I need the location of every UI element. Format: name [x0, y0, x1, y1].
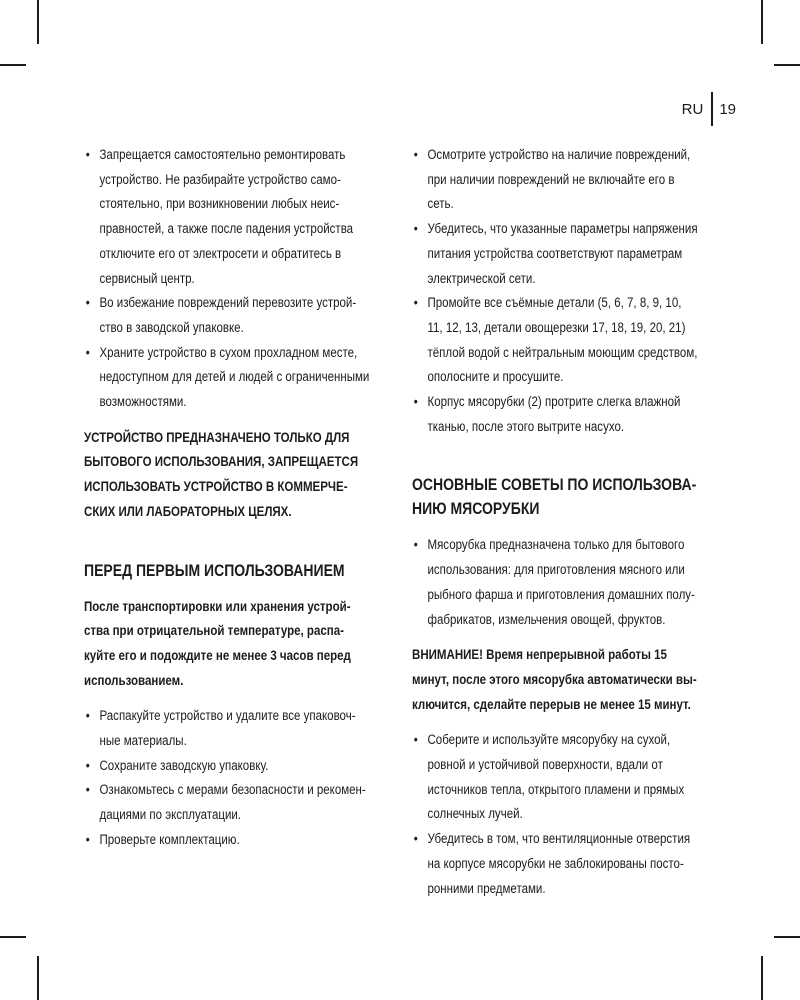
list-item: • Проверьте комплектацию.: [85, 831, 240, 847]
list-item: • Ознакомьтесь с мерами безопасности и рекомен- дациями по эксплуатации.: [85, 782, 366, 823]
crop-mark: [37, 0, 39, 44]
page-number: 19: [719, 100, 736, 118]
usage-purpose-list: [412, 533, 714, 632]
household-use-warning: УСТРОЙСТВО ПРЕДНАЗНАЧЕНО ТОЛЬКО ДЛЯ БЫТОВОГО ИСПОЛЬЗОВАНИЯ, ЗАПРЕЩАЕТСЯ ИСПОЛЬЗОВАТЬ УСТРОЙСТВО В КОММЕРЧЕ- СКИХ ИЛИ ЛАБОРАТОРНЫХ ЦЕЛЯХ.: [84, 429, 359, 519]
crop-mark: [0, 64, 26, 66]
safety-list: [84, 143, 386, 415]
list-item: • Убедитесь в том, что вентиляционные отверстия на корпусе мясорубки не заблокированы посто- ронними предметами.: [413, 831, 691, 896]
attention-notice: ВНИМАНИЕ! Время непрерывной работы 15 минут, после этого мясорубка автоматически вы- ключится, сделайте перерыв не менее 15 минут.: [412, 647, 697, 712]
list-item: • Корпус мясорубки (2) протрите слегка влажной тканью, после этого вытрите насухо.: [413, 394, 681, 434]
first-use-list: [84, 704, 386, 852]
list-item: • Соберите и используйте мясорубку на сухой, ровной и устойчивой поверхности, вдали от источников тепла, открытого пламени и прямых солнечных лучей.: [413, 732, 685, 822]
crop-mark: [761, 956, 763, 1000]
usage-tips-list: [412, 728, 714, 901]
list-item: • Убедитесь, что указанные параметры напряжения питания устройства соответствуют параметрам электрической сети.: [413, 221, 698, 286]
language-code: RU: [681, 100, 704, 118]
crop-mark: [774, 64, 800, 66]
list-item: • Мясорубка предназначена только для бытового использования: для приготовления мясного или рыбного фарша и приготовления домашних полу- фабрикатов, измельчения овощей, фруктов.: [413, 537, 695, 627]
crop-mark: [761, 0, 763, 44]
list-item: • Запрещается самостоятельно ремонтировать устройство. Не разбирайте устройство само- стоятельно, при возникновении любых неис- правностей, а также после падения устройства отключите его от электросети и обратитесь в сервисный центр.: [85, 147, 354, 286]
list-item: • Храните устройство в сухом прохладном месте, недоступном для детей и людей с ограниченными возможностями.: [85, 344, 370, 410]
list-item: • Сохраните заводскую упаковку.: [85, 757, 269, 773]
right-column: [412, 143, 714, 901]
page-header: [682, 92, 736, 126]
left-column: [84, 143, 386, 853]
crop-mark: [37, 956, 39, 1000]
list-item: • Распакуйте устройство и удалите все упаковоч- ные материалы.: [85, 708, 356, 749]
list-item: • Осмотрите устройство на наличие повреждений, при наличии повреждений не включайте его в сеть.: [413, 147, 691, 212]
crop-mark: [0, 936, 26, 938]
list-item: • Во избежание повреждений перевозите устрой- ство в заводской упаковке.: [85, 295, 357, 335]
section-heading-usage-tips: ОСНОВНЫЕ СОВЕТЫ ПО ИСПОЛЬЗОВА- НИЮ МЯСОРУБКИ: [412, 476, 697, 519]
temperature-notice: После транспортировки или хранения устрой- ства при отрицательной температуре, распа- куйте его и подождите не менее 3 часов перед использованием.: [84, 598, 351, 688]
preparation-list: [412, 143, 714, 439]
section-heading-first-use: ПЕРЕД ПЕРВЫМ ИСПОЛЬЗОВАНИЕМ: [84, 561, 345, 580]
crop-mark: [774, 936, 800, 938]
list-item: • Промойте все съёмные детали (5, 6, 7, 8, 9, 10, 11, 12, 13, детали овощерезки 17, 18, 19, 20, 21) тёплой водой с нейтральным моющим средством, ополосните и просушите.: [413, 295, 698, 385]
